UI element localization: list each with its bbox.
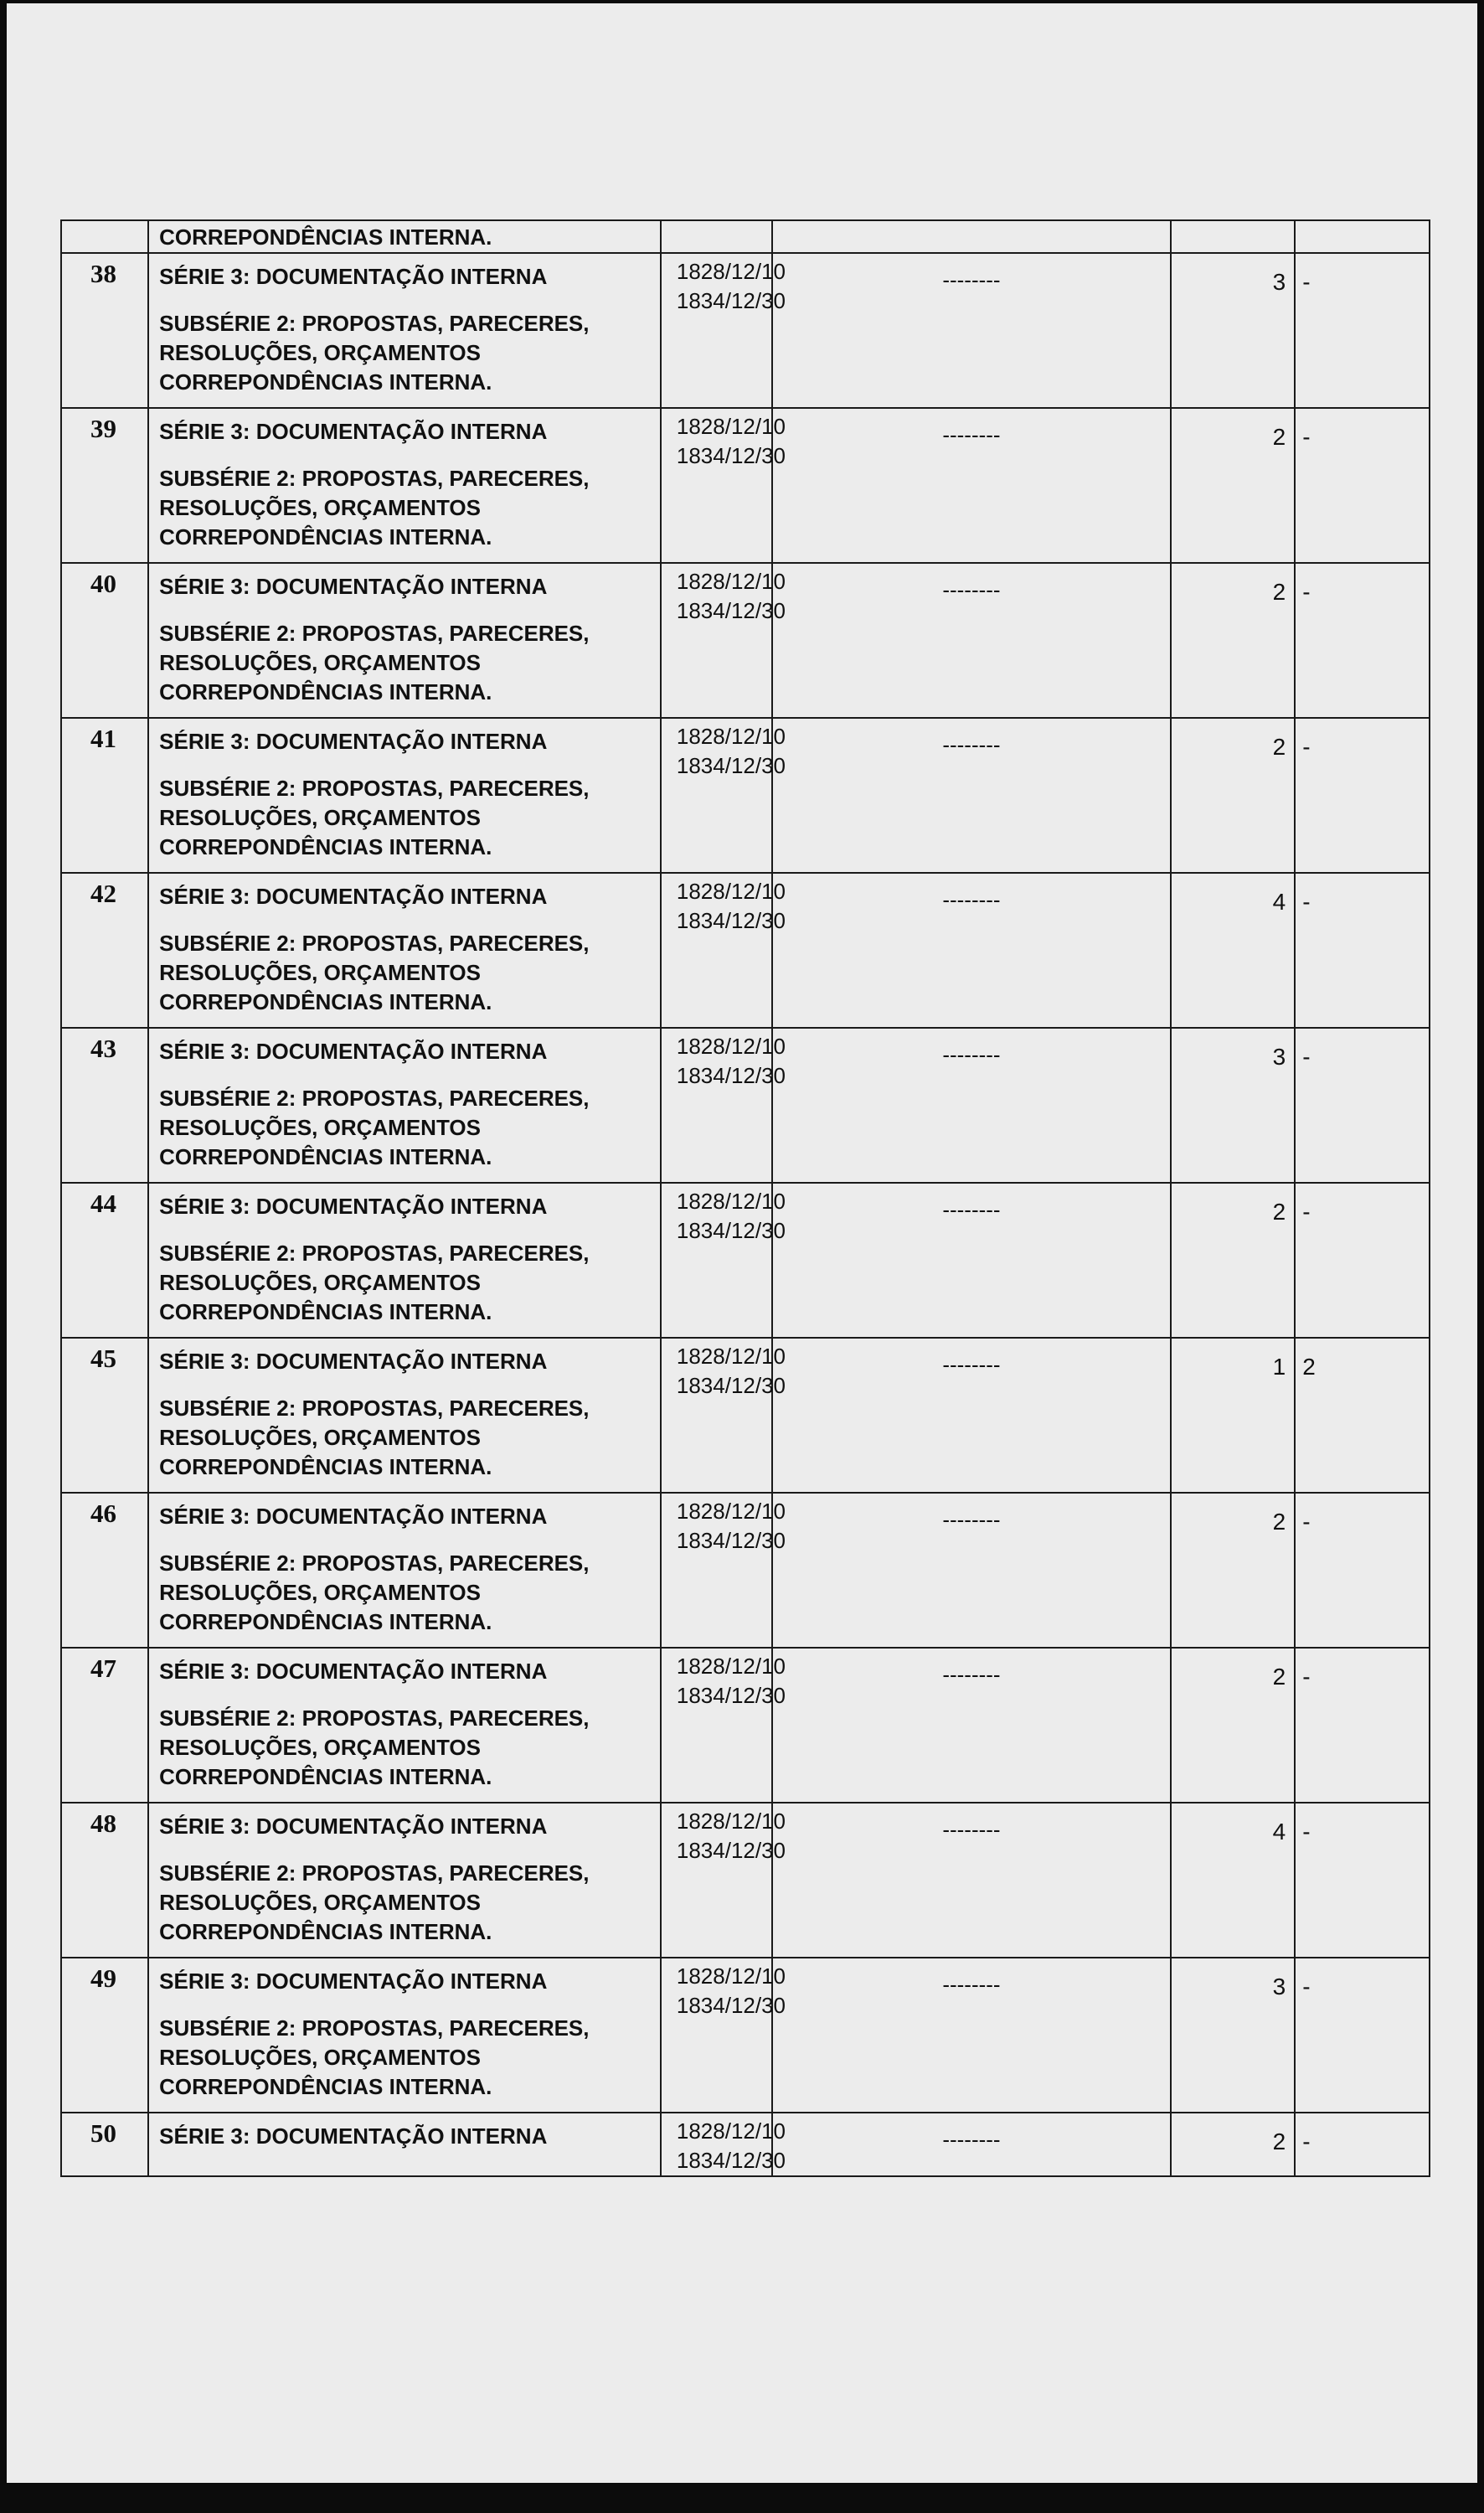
dash-cell — [772, 1183, 1170, 1338]
extra-value: - — [1302, 424, 1311, 450]
dash-cell — [772, 1493, 1170, 1648]
extra-cell — [1295, 1338, 1430, 1493]
extra-cell — [1295, 408, 1430, 563]
dates-cell — [661, 1803, 786, 1958]
quantity-cell — [1171, 220, 1296, 253]
dash-cell — [772, 1958, 1170, 2113]
table-row — [61, 873, 1430, 1028]
number-cell — [61, 1183, 148, 1338]
dash-placeholder: -------- — [942, 1197, 1001, 1222]
dash-cell — [772, 563, 1170, 718]
subserie-line-1: SUBSÉRIE 2: PROPOSTAS, PARECERES, — [159, 1241, 590, 1266]
subserie-line-2: RESOLUÇÕES, ORÇAMENTOS — [159, 2045, 481, 2070]
dash-cell — [772, 2113, 1170, 2176]
item-number: 38 — [90, 259, 116, 288]
dates-cell — [661, 220, 772, 253]
serie-label: SÉRIE 3: DOCUMENTAÇÃO INTERNA — [159, 574, 548, 599]
dash-placeholder: -------- — [942, 422, 1001, 447]
quantity-value: 1 — [1272, 1354, 1286, 1380]
date-start: 1828/12/10 — [676, 259, 786, 284]
table-row — [61, 1803, 1430, 1958]
item-number: 39 — [90, 414, 116, 443]
item-number: 46 — [90, 1499, 116, 1528]
quantity-value: 3 — [1272, 269, 1286, 295]
subserie-line-1: SUBSÉRIE 2: PROPOSTAS, PARECERES, — [159, 311, 590, 336]
dash-placeholder: -------- — [942, 887, 1001, 912]
extra-value: 2 — [1302, 1354, 1316, 1380]
inventory-table — [60, 219, 1430, 2177]
extra-value: - — [1302, 269, 1311, 295]
table-row-continuation — [61, 220, 1430, 253]
quantity-cell — [1171, 1493, 1296, 1648]
item-number: 50 — [90, 2118, 116, 2148]
date-start: 1828/12/10 — [676, 1809, 786, 1834]
dash-cell — [772, 1803, 1170, 1958]
subserie-line-2: RESOLUÇÕES, ORÇAMENTOS — [159, 1270, 481, 1295]
serie-label: SÉRIE 3: DOCUMENTAÇÃO INTERNA — [159, 1659, 548, 1684]
date-start: 1828/12/10 — [676, 1499, 786, 1524]
extra-cell — [1295, 2113, 1430, 2176]
quantity-value: 2 — [1272, 1664, 1286, 1690]
subserie-line-2: RESOLUÇÕES, ORÇAMENTOS — [159, 805, 481, 830]
dates-cell — [661, 1958, 786, 2113]
extra-value: - — [1302, 889, 1311, 915]
quantity-value: 2 — [1272, 1509, 1286, 1535]
date-end: 1834/12/30 — [676, 598, 786, 623]
subserie-line-3: CORREPONDÊNCIAS INTERNA. — [159, 679, 492, 704]
extra-value: - — [1302, 734, 1311, 760]
date-end: 1834/12/30 — [676, 753, 786, 778]
date-end: 1834/12/30 — [676, 1063, 786, 1088]
dates-cell — [661, 253, 786, 408]
dash-placeholder: -------- — [942, 577, 1001, 602]
description-cell — [148, 873, 661, 1028]
subserie-line-2: RESOLUÇÕES, ORÇAMENTOS — [159, 1425, 481, 1450]
date-start: 1828/12/10 — [676, 724, 786, 749]
subserie-line-1: SUBSÉRIE 2: PROPOSTAS, PARECERES, — [159, 621, 590, 646]
subserie-line-2: RESOLUÇÕES, ORÇAMENTOS — [159, 1115, 481, 1140]
dates-cell — [661, 2113, 786, 2176]
extra-value: - — [1302, 1044, 1311, 1070]
item-number: 47 — [90, 1654, 116, 1683]
serie-label: SÉRIE 3: DOCUMENTAÇÃO INTERNA — [159, 1194, 548, 1219]
item-number: 45 — [90, 1344, 116, 1373]
serie-label: SÉRIE 3: DOCUMENTAÇÃO INTERNA — [159, 1504, 548, 1529]
subserie-line-1: SUBSÉRIE 2: PROPOSTAS, PARECERES, — [159, 1860, 590, 1886]
dates-cell — [661, 563, 786, 718]
subserie-line-2: RESOLUÇÕES, ORÇAMENTOS — [159, 650, 481, 675]
date-start: 1828/12/10 — [676, 414, 786, 439]
dates-cell — [661, 1493, 786, 1648]
dash-placeholder: -------- — [942, 732, 1001, 757]
inventory-table-body — [61, 220, 1430, 2176]
quantity-cell — [1171, 2113, 1296, 2176]
dash-cell — [772, 1338, 1170, 1493]
subserie-line-2: RESOLUÇÕES, ORÇAMENTOS — [159, 1735, 481, 1760]
date-start: 1828/12/10 — [676, 879, 786, 904]
extra-cell — [1295, 1958, 1430, 2113]
serie-label: SÉRIE 3: DOCUMENTAÇÃO INTERNA — [159, 1039, 548, 1064]
number-cell — [61, 1338, 148, 1493]
date-end: 1834/12/30 — [676, 1838, 786, 1863]
subserie-line-2: RESOLUÇÕES, ORÇAMENTOS — [159, 340, 481, 365]
extra-value: - — [1302, 579, 1311, 605]
dates-cell — [661, 408, 786, 563]
extra-cell — [1295, 718, 1430, 873]
dates-cell — [661, 1648, 786, 1803]
extra-cell — [1295, 1803, 1430, 1958]
serie-label: SÉRIE 3: DOCUMENTAÇÃO INTERNA — [159, 264, 548, 289]
subserie-line-3: CORREPONDÊNCIAS INTERNA. — [159, 2074, 492, 2099]
date-end: 1834/12/30 — [676, 443, 786, 468]
dates-cell — [661, 718, 786, 873]
serie-label: SÉRIE 3: DOCUMENTAÇÃO INTERNA — [159, 884, 548, 909]
number-cell — [61, 1648, 148, 1803]
subserie-line-3: CORREPONDÊNCIAS INTERNA. — [159, 1299, 492, 1324]
subserie-line-1: SUBSÉRIE 2: PROPOSTAS, PARECERES, — [159, 1705, 590, 1731]
date-end: 1834/12/30 — [676, 1683, 786, 1708]
quantity-value: 3 — [1272, 1044, 1286, 1070]
table-row — [61, 1028, 1430, 1183]
description-cell — [148, 718, 661, 873]
quantity-value: 2 — [1272, 734, 1286, 760]
description-cell — [148, 563, 661, 718]
description-cell — [148, 1493, 661, 1648]
item-number: 49 — [90, 1963, 116, 1993]
extra-value: - — [1302, 1664, 1311, 1690]
number-cell — [61, 253, 148, 408]
description-cell — [148, 1648, 661, 1803]
dash-cell — [772, 718, 1170, 873]
extra-value: - — [1302, 1974, 1311, 2000]
serie-label: SÉRIE 3: DOCUMENTAÇÃO INTERNA — [159, 1814, 548, 1839]
subserie-line-3: CORREPONDÊNCIAS INTERNA. — [159, 1764, 492, 1789]
description-cell — [148, 1803, 661, 1958]
date-start: 1828/12/10 — [676, 2118, 786, 2144]
subserie-line-1: SUBSÉRIE 2: PROPOSTAS, PARECERES, — [159, 1551, 590, 1576]
quantity-value: 2 — [1272, 424, 1286, 450]
table-row — [61, 1958, 1430, 2113]
subserie-line-3: CORREPONDÊNCIAS INTERNA. — [159, 524, 492, 550]
number-cell — [61, 873, 148, 1028]
extra-cell — [1295, 563, 1430, 718]
description-cell — [148, 2113, 661, 2176]
description-cell — [148, 253, 661, 408]
quantity-value: 2 — [1272, 579, 1286, 605]
dash-placeholder: -------- — [942, 1817, 1001, 1842]
number-cell — [61, 1803, 148, 1958]
description-cell — [148, 1338, 661, 1493]
extra-cell — [1295, 1183, 1430, 1338]
date-start: 1828/12/10 — [676, 1189, 786, 1214]
number-cell — [61, 1958, 148, 2113]
description-cell — [148, 1958, 661, 2113]
subserie-line-3: CORREPONDÊNCIAS INTERNA. — [159, 369, 492, 395]
date-end: 1834/12/30 — [676, 1218, 786, 1243]
serie-label: SÉRIE 3: DOCUMENTAÇÃO INTERNA — [159, 419, 548, 444]
date-end: 1834/12/30 — [676, 288, 786, 313]
quantity-cell — [1171, 718, 1296, 873]
subserie-line-3: CORREPONDÊNCIAS INTERNA. — [159, 1454, 492, 1479]
dates-cell — [661, 1183, 786, 1338]
quantity-cell — [1171, 1028, 1296, 1183]
table-row — [61, 1183, 1430, 1338]
quantity-value: 2 — [1272, 2129, 1286, 2154]
quantity-value: 3 — [1272, 1974, 1286, 2000]
document-page — [7, 3, 1477, 2483]
extra-cell — [1295, 253, 1430, 408]
serie-label: SÉRIE 3: DOCUMENTAÇÃO INTERNA — [159, 2123, 548, 2149]
item-number: 42 — [90, 879, 116, 908]
dash-cell — [772, 408, 1170, 563]
description-cell — [148, 1183, 661, 1338]
dash-cell — [772, 220, 1170, 253]
extra-value: - — [1302, 1199, 1311, 1225]
quantity-cell — [1171, 408, 1296, 563]
subserie-line-3: CORREPONDÊNCIAS INTERNA. — [159, 1144, 492, 1169]
dash-cell — [772, 253, 1170, 408]
number-cell — [61, 220, 148, 253]
quantity-cell — [1171, 873, 1296, 1028]
item-number: 41 — [90, 724, 116, 753]
dash-placeholder: -------- — [942, 2127, 1001, 2152]
subserie-line-2: RESOLUÇÕES, ORÇAMENTOS — [159, 495, 481, 520]
number-cell — [61, 563, 148, 718]
extra-cell — [1295, 1648, 1430, 1803]
dash-placeholder: -------- — [942, 267, 1001, 292]
quantity-cell — [1171, 1958, 1296, 2113]
subserie-line-3: CORREPONDÊNCIAS INTERNA. — [159, 834, 492, 859]
description-cell — [148, 408, 661, 563]
table-row — [61, 1648, 1430, 1803]
table-row — [61, 408, 1430, 563]
extra-value: - — [1302, 1509, 1311, 1535]
number-cell — [61, 1493, 148, 1648]
dates-cell — [661, 873, 786, 1028]
dates-cell — [661, 1338, 786, 1493]
subserie-line-3: CORREPONDÊNCIAS INTERNA. — [159, 989, 492, 1014]
quantity-cell — [1171, 1648, 1296, 1803]
item-number: 44 — [90, 1189, 116, 1218]
extra-cell — [1295, 1028, 1430, 1183]
serie-label: SÉRIE 3: DOCUMENTAÇÃO INTERNA — [159, 1349, 548, 1374]
date-start: 1828/12/10 — [676, 569, 786, 594]
extra-value: - — [1302, 2129, 1311, 2154]
serie-label: SÉRIE 3: DOCUMENTAÇÃO INTERNA — [159, 1969, 548, 1994]
table-row — [61, 1493, 1430, 1648]
item-number: 40 — [90, 569, 116, 598]
number-cell — [61, 1028, 148, 1183]
subserie-line-2: RESOLUÇÕES, ORÇAMENTOS — [159, 1890, 481, 1915]
table-row — [61, 2113, 1430, 2176]
extra-cell — [1295, 220, 1430, 253]
date-end: 1834/12/30 — [676, 1528, 786, 1553]
subserie-line-1: SUBSÉRIE 2: PROPOSTAS, PARECERES, — [159, 776, 590, 801]
subserie-line-1: SUBSÉRIE 2: PROPOSTAS, PARECERES, — [159, 466, 590, 491]
number-cell — [61, 718, 148, 873]
number-cell — [61, 408, 148, 563]
date-start: 1828/12/10 — [676, 1654, 786, 1679]
dash-placeholder: -------- — [942, 1972, 1001, 1997]
dash-cell — [772, 873, 1170, 1028]
date-end: 1834/12/30 — [676, 1373, 786, 1398]
serie-label: SÉRIE 3: DOCUMENTAÇÃO INTERNA — [159, 729, 548, 754]
subserie-line-1: SUBSÉRIE 2: PROPOSTAS, PARECERES, — [159, 1086, 590, 1111]
continuation-text: CORREPONDÊNCIAS INTERNA. — [159, 224, 492, 250]
quantity-value: 4 — [1272, 889, 1286, 915]
number-cell — [61, 2113, 148, 2176]
subserie-line-2: RESOLUÇÕES, ORÇAMENTOS — [159, 960, 481, 985]
dash-cell — [772, 1648, 1170, 1803]
quantity-value: 2 — [1272, 1199, 1286, 1225]
quantity-cell — [1171, 1803, 1296, 1958]
dates-cell — [661, 1028, 786, 1183]
dash-cell — [772, 1028, 1170, 1183]
description-cell — [148, 1028, 661, 1183]
extra-value: - — [1302, 1819, 1311, 1845]
date-start: 1828/12/10 — [676, 1963, 786, 1989]
quantity-cell — [1171, 563, 1296, 718]
table-row — [61, 1338, 1430, 1493]
table-row — [61, 253, 1430, 408]
quantity-cell — [1171, 1183, 1296, 1338]
dash-placeholder: -------- — [942, 1507, 1001, 1532]
extra-cell — [1295, 1493, 1430, 1648]
dash-placeholder: -------- — [942, 1042, 1001, 1067]
extra-cell — [1295, 873, 1430, 1028]
subserie-line-2: RESOLUÇÕES, ORÇAMENTOS — [159, 1580, 481, 1605]
dash-placeholder: -------- — [942, 1662, 1001, 1687]
date-start: 1828/12/10 — [676, 1344, 786, 1369]
description-cell — [148, 220, 661, 253]
quantity-cell — [1171, 253, 1296, 408]
subserie-line-1: SUBSÉRIE 2: PROPOSTAS, PARECERES, — [159, 1396, 590, 1421]
date-end: 1834/12/30 — [676, 908, 786, 933]
date-end: 1834/12/30 — [676, 1993, 786, 2018]
item-number: 43 — [90, 1034, 116, 1063]
date-start: 1828/12/10 — [676, 1034, 786, 1059]
quantity-cell — [1171, 1338, 1296, 1493]
dash-placeholder: -------- — [942, 1352, 1001, 1377]
quantity-value: 4 — [1272, 1819, 1286, 1845]
date-end: 1834/12/30 — [676, 2148, 786, 2173]
item-number: 48 — [90, 1809, 116, 1838]
table-row — [61, 563, 1430, 718]
subserie-line-3: CORREPONDÊNCIAS INTERNA. — [159, 1919, 492, 1944]
subserie-line-3: CORREPONDÊNCIAS INTERNA. — [159, 1609, 492, 1634]
table-row — [61, 718, 1430, 873]
subserie-line-1: SUBSÉRIE 2: PROPOSTAS, PARECERES, — [159, 2015, 590, 2041]
subserie-line-1: SUBSÉRIE 2: PROPOSTAS, PARECERES, — [159, 931, 590, 956]
